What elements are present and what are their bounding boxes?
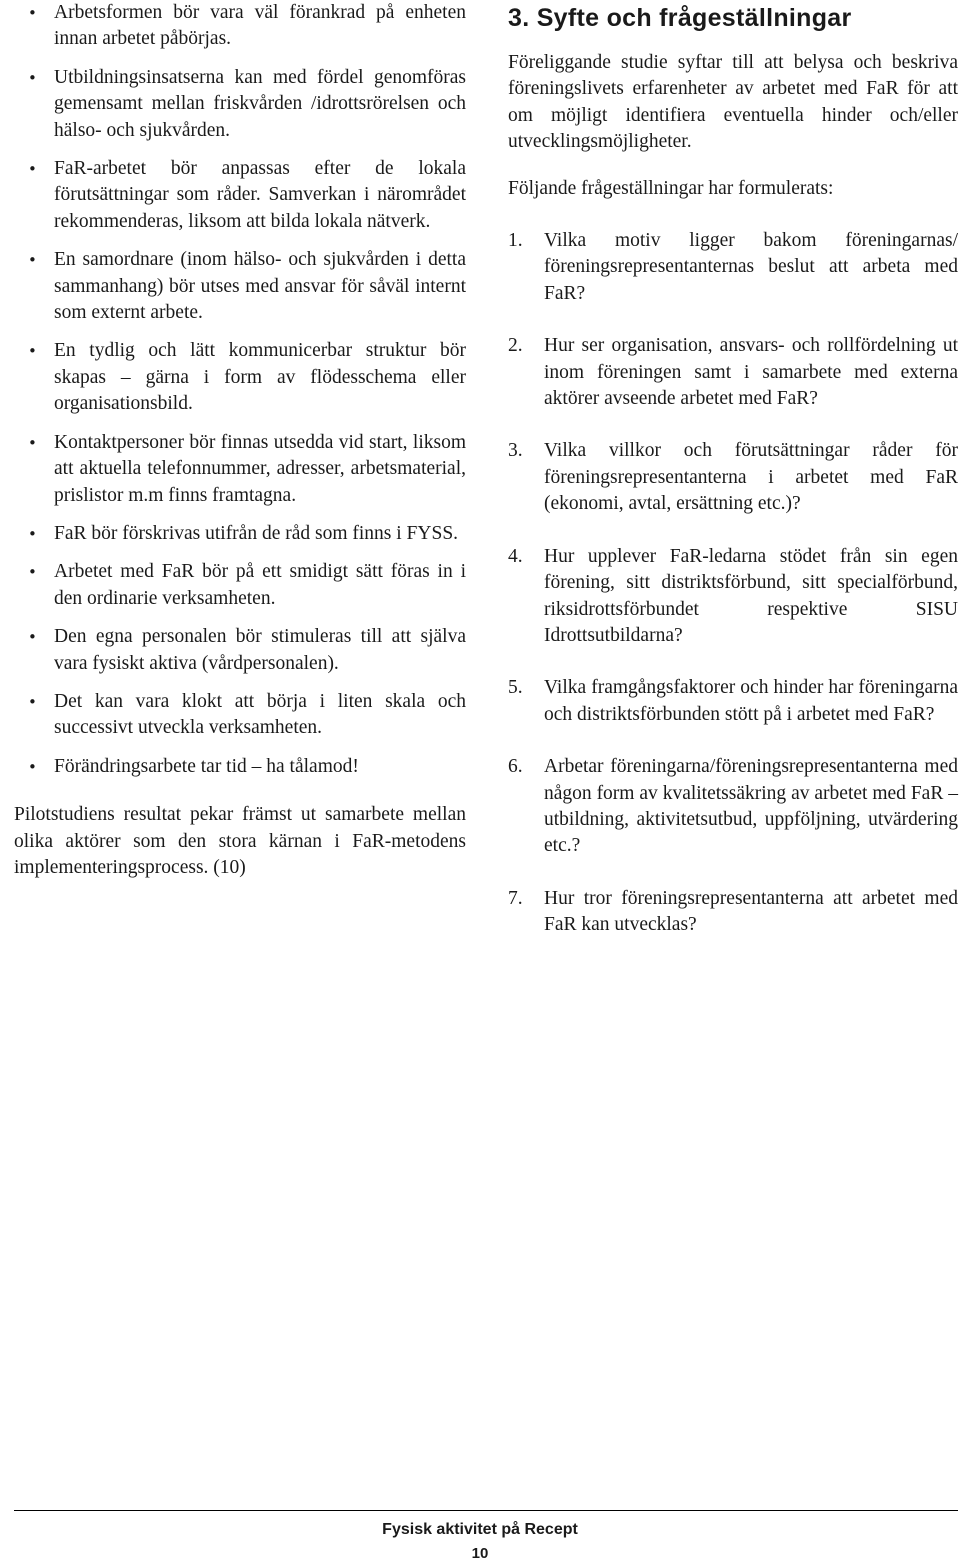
bullet-icon: • (28, 433, 37, 452)
bullet-icon: • (28, 160, 37, 179)
list-item-text: Det kan vara klokt att börja i liten skala och successivt utveckla verksamheten. (54, 690, 466, 739)
list-item (14, 430, 466, 509)
list-item-text: FaR bör förskrivas utifrån de råd som finns i FYSS. (54, 522, 459, 544)
list-item (14, 0, 466, 53)
question-number: 5. (508, 677, 523, 699)
question-item (508, 675, 958, 728)
recommendation-list (14, 0, 466, 780)
list-item (14, 156, 466, 235)
question-text: Vilka framgångsfaktorer och hinder har föreningarna och distriktsförbunden stött på i arbetet med FaR? (544, 677, 958, 725)
question-number: 1. (508, 230, 523, 252)
list-item (14, 247, 466, 326)
lead-paragraph: Följande frågeställningar har formulerats: (508, 177, 834, 199)
left-column (14, 0, 466, 881)
list-item-text: Förändringsarbete tar tid – ha tålamod! (54, 755, 359, 777)
list-item (14, 624, 466, 677)
section-heading: 3. Syfte och frågeställningar (508, 4, 852, 32)
bullet-icon: • (28, 251, 37, 270)
closing-paragraph: Pilotstudiens resultat pekar främst ut samarbete mellan olika aktörer som den stora kärnan i FaR-metodens implementeringsprocess. (10) (14, 804, 466, 878)
bullet-icon: • (28, 563, 37, 582)
list-item-text: Kontaktpersoner bör finnas utsedda vid start, liksom att aktuella telefonnummer, adresser, arbetsmaterial, prislistor m.m finns framtagna. (54, 431, 466, 506)
bullet-icon: • (28, 628, 37, 647)
question-number: 7. (508, 887, 523, 909)
question-text: Hur upplever FaR-ledarna stödet från sin egen förening, sitt distriktsförbund, sitt specialförbund, riksidrottsförbundet respektive SISU Idrottsutbildarna? (544, 545, 958, 646)
footer-title: Fysisk aktivitet på Recept (382, 1521, 578, 1538)
list-item-text: Arbetsformen bör vara väl förankrad på enheten innan arbetet påbörjas. (54, 2, 466, 50)
question-number: 2. (508, 335, 523, 357)
intro-paragraph: Föreliggande studie syftar till att belysa och beskriva föreningslivets erfarenheter av arbetet med FaR för att om möjligt identifiera eventuella hinder och/eller utvecklingsmöjligheter. (508, 52, 958, 153)
list-item (14, 338, 466, 417)
question-item (508, 438, 958, 517)
list-item-text: Den egna personalen bör stimuleras till att själva vara fysiskt aktiva (vårdpersonalen). (54, 626, 466, 674)
bullet-icon: • (28, 342, 37, 361)
question-text: Hur ser organisation, ansvars- och rollfördelning ut inom föreningen samt i samarbete med externa aktörer avseende arbetet med FaR? (544, 335, 958, 410)
question-text: Vilka motiv ligger bakom föreningarnas/ föreningsrepresentanternas beslut att arbeta med FaR? (544, 230, 958, 304)
page-number: 10 (471, 1545, 489, 1562)
question-item (508, 228, 958, 307)
bullet-icon: • (28, 4, 37, 22)
question-text: Vilka villkor och förutsättningar råder för föreningsrepresentanterna i arbetet med FaR (ekonomi, avtal, ersättning etc.)? (544, 440, 958, 515)
question-item (508, 754, 958, 860)
list-item (14, 559, 466, 612)
question-text: Hur tror föreningsrepresentanterna att arbetet med FaR kan utvecklas? (544, 887, 958, 936)
list-item-text: En tydlig och lätt kommunicerbar struktur bör skapas – gärna i form av flödesschema eller organisationsbild. (54, 340, 466, 415)
list-item-text: Arbetet med FaR bör på ett smidigt sätt föras in i den ordinarie verksamheten. (54, 561, 466, 609)
bullet-icon: • (28, 757, 37, 776)
bullet-icon: • (28, 524, 37, 543)
question-number: 3. (508, 440, 523, 462)
list-item (14, 65, 466, 144)
bullet-icon: • (28, 692, 37, 711)
list-item-text: FaR-arbetet bör anpassas efter de lokala förutsättningar som råder. Samverkan i närområdet rekommenderas, liksom att bilda lokala nätverk. (54, 158, 466, 232)
question-text: Arbetar föreningarna/föreningsrepresentanterna med någon form av kvalitetssäkring av arbetet med FaR – utbildning, aktivitetsutbud, uppföljning, utvärdering etc.? (544, 756, 958, 857)
question-list (508, 228, 958, 939)
list-item (14, 754, 466, 780)
question-item (508, 333, 958, 412)
list-item-text: En samordnare (inom hälso- och sjukvården i detta sammanhang) bör utses med ansvar för såväl internt som externt arbete. (54, 249, 466, 324)
question-number: 4. (508, 545, 523, 567)
list-item-text: Utbildningsinsatserna kan med fördel genomföras gemensamt mellan friskvården /idrottsrörelsen och hälso- och sjukvården. (54, 66, 466, 141)
question-item (508, 886, 958, 939)
list-item (14, 521, 466, 547)
bullet-icon: • (28, 68, 37, 87)
right-column (508, 0, 958, 965)
list-item (14, 689, 466, 742)
question-number: 6. (508, 756, 523, 778)
footer-divider (14, 1510, 958, 1511)
question-item (508, 544, 958, 650)
